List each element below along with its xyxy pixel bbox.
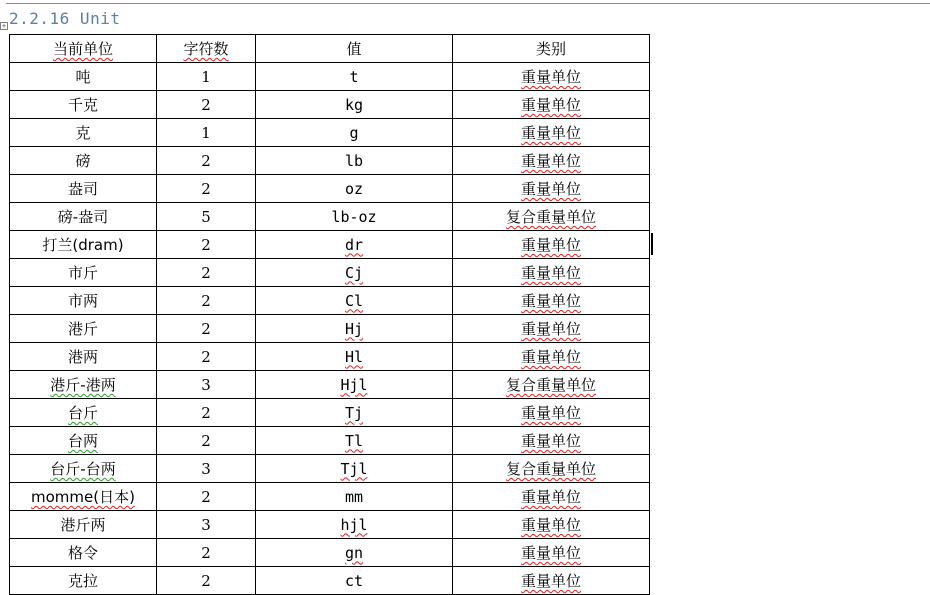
cell-char-count[interactable]	[157, 315, 256, 343]
cell-current-unit[interactable]	[10, 315, 157, 343]
cell-category[interactable]	[453, 315, 650, 343]
table-row	[10, 427, 650, 455]
cell-category-text: 重量单位	[520, 544, 581, 562]
table-row	[10, 175, 650, 203]
cell-value-text: ct	[344, 571, 364, 590]
cell-char-count[interactable]	[157, 539, 256, 567]
cell-category-text: 重量单位	[520, 152, 581, 170]
cell-value-text: oz	[344, 179, 364, 198]
cell-category[interactable]	[453, 63, 650, 91]
cell-char-count[interactable]	[157, 343, 256, 371]
header-label: 当前单位	[52, 40, 113, 58]
table-row	[10, 203, 650, 231]
cell-category-text: 重量单位	[520, 236, 581, 254]
cell-char-count-text: 1	[201, 123, 211, 142]
cell-current-unit-text: 吨	[75, 68, 91, 86]
cell-value[interactable]	[256, 231, 453, 259]
section-heading: 2.2.16 Unit	[9, 9, 121, 28]
cell-current-unit-text: 台两	[67, 432, 98, 450]
cell-char-count[interactable]	[157, 371, 256, 399]
header-current-unit[interactable]	[10, 35, 157, 63]
cell-category-text: 复合重量单位	[505, 208, 596, 226]
cell-category[interactable]	[453, 539, 650, 567]
cell-category-text: 重量单位	[520, 68, 581, 86]
table-row	[10, 315, 650, 343]
cell-char-count[interactable]	[157, 427, 256, 455]
cell-char-count-text: 2	[201, 403, 211, 422]
cell-current-unit[interactable]	[10, 511, 157, 539]
cell-char-count-text: 3	[201, 375, 211, 394]
cell-current-unit[interactable]	[10, 483, 157, 511]
cell-value-text: Hl	[344, 347, 364, 366]
cell-value-text: gn	[344, 543, 364, 562]
cell-char-count-text: 3	[201, 459, 211, 478]
cell-category[interactable]	[453, 371, 650, 399]
cell-value[interactable]	[256, 343, 453, 371]
cell-value-text: Tjl	[340, 459, 368, 478]
cell-char-count-text: 2	[201, 543, 211, 562]
cell-value-text: kg	[344, 95, 364, 114]
table-row	[10, 259, 650, 287]
cell-category-text: 重量单位	[520, 516, 581, 534]
cell-current-unit-text: 打兰(dram)	[42, 236, 124, 254]
cell-current-unit-text: 港斤两	[60, 516, 106, 534]
cell-value[interactable]	[256, 399, 453, 427]
cell-value[interactable]	[256, 427, 453, 455]
cell-current-unit-text: 磅-盎司	[57, 208, 109, 226]
cell-char-count-text: 5	[201, 207, 211, 226]
cell-current-unit-text: 克拉	[67, 572, 98, 590]
cell-category[interactable]	[453, 175, 650, 203]
cell-category[interactable]	[453, 231, 650, 259]
cell-value-text: Hjl	[340, 375, 368, 394]
cell-char-count[interactable]	[157, 287, 256, 315]
cell-value[interactable]	[256, 287, 453, 315]
table-row	[10, 455, 650, 483]
cell-current-unit-text: 港斤-港两	[50, 376, 116, 394]
cell-char-count[interactable]	[157, 63, 256, 91]
cell-char-count[interactable]	[157, 483, 256, 511]
cell-current-unit[interactable]	[10, 231, 157, 259]
cell-category-text: 重量单位	[520, 180, 581, 198]
cell-current-unit[interactable]	[10, 147, 157, 175]
cell-value-text: Tj	[344, 403, 364, 422]
cell-value-text: Cl	[344, 291, 364, 310]
header-label: 字符数	[183, 40, 229, 58]
page-top-rule	[6, 3, 930, 4]
cell-value-text: lb	[344, 151, 364, 170]
cell-category[interactable]	[453, 259, 650, 287]
cell-category-text: 重量单位	[520, 320, 581, 338]
cell-char-count-text: 2	[201, 95, 211, 114]
header-category[interactable]	[453, 35, 650, 63]
cell-current-unit-text: 盎司	[67, 180, 98, 198]
cell-category[interactable]	[453, 119, 650, 147]
cell-category[interactable]	[453, 455, 650, 483]
cell-char-count-text: 2	[201, 431, 211, 450]
cell-category[interactable]	[453, 287, 650, 315]
cell-value-text: dr	[344, 235, 364, 254]
cell-value-text: t	[349, 67, 359, 86]
cell-current-unit-text: 千克	[67, 96, 98, 114]
table-row	[10, 119, 650, 147]
table-move-handle-icon[interactable]: +	[1, 22, 7, 30]
cell-category[interactable]	[453, 483, 650, 511]
cell-current-unit-text: 磅	[75, 152, 91, 170]
cell-current-unit-text: 克	[75, 124, 91, 142]
table-row	[10, 371, 650, 399]
table-row	[10, 231, 650, 259]
cell-value[interactable]	[256, 259, 453, 287]
cell-char-count-text: 2	[201, 571, 211, 590]
cell-current-unit[interactable]	[10, 119, 157, 147]
cell-value[interactable]	[256, 175, 453, 203]
cell-current-unit[interactable]	[10, 175, 157, 203]
cell-category-text: 重量单位	[520, 292, 581, 310]
cell-category[interactable]	[453, 91, 650, 119]
table-row	[10, 147, 650, 175]
cell-char-count[interactable]	[157, 91, 256, 119]
cell-char-count-text: 3	[201, 515, 211, 534]
cell-category[interactable]	[453, 399, 650, 427]
cell-char-count[interactable]	[157, 399, 256, 427]
cell-value[interactable]	[256, 511, 453, 539]
cell-value[interactable]	[256, 539, 453, 567]
cell-value[interactable]	[256, 371, 453, 399]
cell-char-count-text: 2	[201, 179, 211, 198]
cell-current-unit[interactable]	[10, 371, 157, 399]
cell-current-unit[interactable]	[10, 539, 157, 567]
cell-current-unit-text: 台斤	[67, 404, 98, 422]
table-row	[10, 511, 650, 539]
cell-char-count[interactable]	[157, 203, 256, 231]
table-row	[10, 567, 650, 595]
table-row	[10, 399, 650, 427]
table-row	[10, 539, 650, 567]
cell-current-unit[interactable]	[10, 287, 157, 315]
table-row	[10, 91, 650, 119]
cell-category-text: 重量单位	[520, 264, 581, 282]
cell-category-text: 重量单位	[520, 432, 581, 450]
cell-char-count[interactable]	[157, 119, 256, 147]
cell-char-count[interactable]	[157, 175, 256, 203]
text-cursor	[651, 233, 653, 255]
cell-category-text: 复合重量单位	[505, 376, 596, 394]
cell-current-unit[interactable]	[10, 63, 157, 91]
cell-char-count-text: 2	[201, 487, 211, 506]
table-row	[10, 63, 650, 91]
cell-char-count[interactable]	[157, 567, 256, 595]
cell-value[interactable]	[256, 567, 453, 595]
table-body	[10, 63, 650, 595]
cell-value-text: Cj	[344, 263, 364, 282]
cell-category[interactable]	[453, 147, 650, 175]
cell-current-unit-text: 格令	[67, 544, 98, 562]
cell-value-text: Hj	[344, 319, 364, 338]
cell-category-text: 复合重量单位	[505, 460, 596, 478]
cell-value[interactable]	[256, 147, 453, 175]
cell-current-unit-text: 港两	[67, 348, 98, 366]
cell-category[interactable]	[453, 203, 650, 231]
cell-value[interactable]	[256, 63, 453, 91]
cell-current-unit[interactable]	[10, 399, 157, 427]
cell-char-count-text: 1	[201, 67, 211, 86]
cell-category[interactable]	[453, 343, 650, 371]
table-header-row	[10, 35, 650, 63]
cell-value[interactable]	[256, 315, 453, 343]
unit-table	[9, 34, 650, 595]
cell-current-unit-text: 市两	[67, 292, 98, 310]
cell-char-count-text: 2	[201, 263, 211, 282]
cell-value-text: Tl	[344, 431, 364, 450]
cell-value[interactable]	[256, 119, 453, 147]
cell-char-count-text: 2	[201, 291, 211, 310]
cell-char-count[interactable]	[157, 455, 256, 483]
cell-category[interactable]	[453, 511, 650, 539]
cell-category[interactable]	[453, 567, 650, 595]
cell-char-count[interactable]	[157, 511, 256, 539]
cell-char-count[interactable]	[157, 231, 256, 259]
cell-char-count[interactable]	[157, 259, 256, 287]
cell-current-unit[interactable]	[10, 259, 157, 287]
cell-category-text: 重量单位	[520, 96, 581, 114]
cell-value[interactable]	[256, 483, 453, 511]
cell-current-unit[interactable]	[10, 455, 157, 483]
table-row	[10, 343, 650, 371]
cell-char-count[interactable]	[157, 147, 256, 175]
cell-category-text: 重量单位	[520, 124, 581, 142]
cell-char-count-text: 2	[201, 235, 211, 254]
cell-value[interactable]	[256, 203, 453, 231]
cell-current-unit-text: momme(日本)	[31, 488, 135, 506]
header-char-count[interactable]	[157, 35, 256, 63]
table-row	[10, 483, 650, 511]
cell-category-text: 重量单位	[520, 404, 581, 422]
cell-current-unit-text: 台斤-台两	[50, 460, 116, 478]
cell-char-count-text: 2	[201, 347, 211, 366]
cell-char-count-text: 2	[201, 319, 211, 338]
cell-char-count-text: 2	[201, 151, 211, 170]
cell-category[interactable]	[453, 427, 650, 455]
cell-current-unit-text: 港斤	[67, 320, 98, 338]
cell-current-unit[interactable]	[10, 343, 157, 371]
table-row	[10, 287, 650, 315]
cell-current-unit[interactable]	[10, 567, 157, 595]
cell-current-unit[interactable]	[10, 91, 157, 119]
cell-current-unit-text: 市斤	[67, 264, 98, 282]
cell-value[interactable]	[256, 91, 453, 119]
cell-value[interactable]	[256, 455, 453, 483]
header-label: 值	[346, 40, 362, 58]
cell-value-text: g	[349, 123, 359, 142]
cell-value-text: hjl	[340, 515, 368, 534]
cell-category-text: 重量单位	[520, 348, 581, 366]
header-value[interactable]	[256, 35, 453, 63]
cell-category-text: 重量单位	[520, 572, 581, 590]
cell-current-unit[interactable]	[10, 427, 157, 455]
cell-current-unit[interactable]	[10, 203, 157, 231]
cell-value-text: mm	[344, 487, 364, 506]
header-label: 类别	[535, 40, 566, 58]
cell-category-text: 重量单位	[520, 488, 581, 506]
cell-value-text: lb-oz	[331, 207, 377, 226]
